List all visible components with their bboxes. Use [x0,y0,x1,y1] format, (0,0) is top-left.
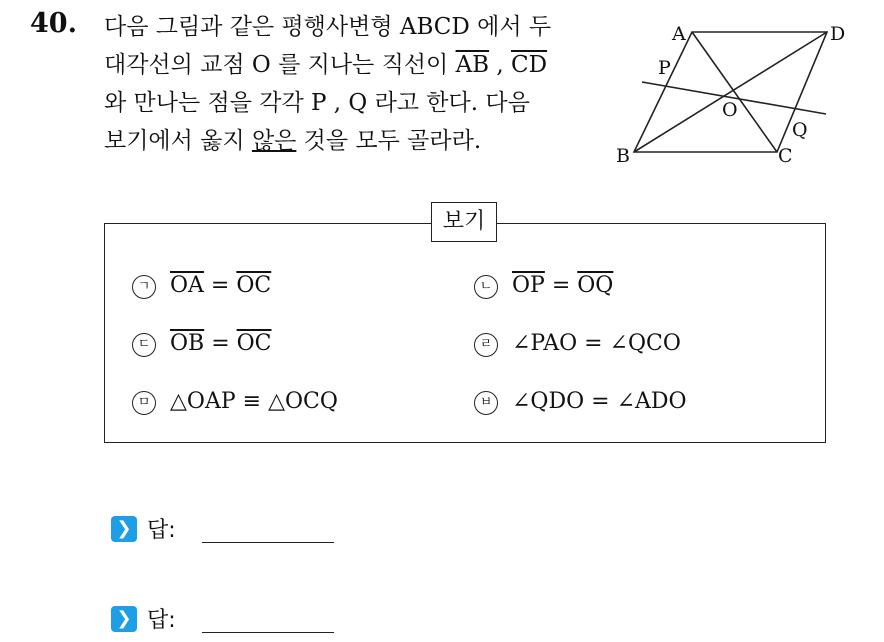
segment-cd: $\overline{CD}$ [511,52,548,78]
item-marker: ㅁ [132,391,156,415]
item-text: ∠QDO = ∠ADO [512,389,687,414]
bogi-item-3 [132,331,272,357]
item-rhs: $\overline{OC}$ [236,331,272,356]
segment-ab: $\overline{AB}$ [455,52,490,78]
question-line-2 [104,46,604,84]
item-marker: ㄷ [132,333,156,357]
question-text [104,8,604,160]
underlined-word: 않은 [251,128,297,154]
parallelogram-figure [612,10,852,170]
item-text: ∠PAO = ∠QCO [512,331,681,356]
answer-row-1 [111,513,334,544]
item-op: = [204,331,237,356]
label-a: A [672,23,686,45]
label-q: Q [792,119,808,141]
question-line-4-pre: 보기에서 옳지 [104,128,252,154]
question-line-4 [104,122,604,160]
bogi-item-6 [474,389,687,415]
item-marker: ㅂ [474,391,498,415]
label-p: P [658,57,671,79]
label-d: D [830,23,846,45]
item-marker: ㄱ [132,275,156,299]
diagonal-ac [692,32,777,152]
bogi-item-4 [474,331,681,357]
bogi-item-2 [474,273,613,299]
answer-input-1[interactable] [202,514,334,543]
question-line-1: 다음 그림과 같은 평행사변형 ABCD 에서 두 [104,14,552,40]
chevron-right-icon: ❯ [111,606,137,632]
answer-label: 답: [147,608,176,633]
item-rhs: $\overline{OQ}$ [577,273,614,298]
item-op: = [203,273,237,298]
item-lhs: $\overline{OA}$ [170,273,204,298]
bogi-item-5 [132,389,338,415]
answer-row-2 [111,603,334,634]
label-o: O [722,99,738,121]
answer-input-2[interactable] [202,604,334,633]
item-marker: ㄴ [474,275,498,299]
question-line-4-post: 것을 모두 골라라. [296,128,482,154]
item-lhs: $\overline{OB}$ [170,331,205,356]
question-number: 40. [30,8,77,39]
item-op: = [544,273,578,298]
question-line-3: 와 만나는 점을 각각 P , Q 라고 한다. 다음 [104,90,530,116]
bogi-item-1 [132,273,271,299]
separator: , [489,52,512,78]
item-text: △OAP ≡ △OCQ [170,389,338,414]
label-b: B [616,145,630,167]
bogi-title: 보기 [431,202,497,242]
question-line-2-text: 대각선의 교점 O 를 지나는 직선이 [104,52,456,78]
item-marker: ㄹ [474,333,498,357]
item-lhs: $\overline{OP}$ [512,273,545,298]
item-rhs: $\overline{OC}$ [236,273,272,298]
chevron-right-icon: ❯ [111,516,137,542]
answer-label: 답: [147,518,176,543]
label-c: C [778,145,793,167]
